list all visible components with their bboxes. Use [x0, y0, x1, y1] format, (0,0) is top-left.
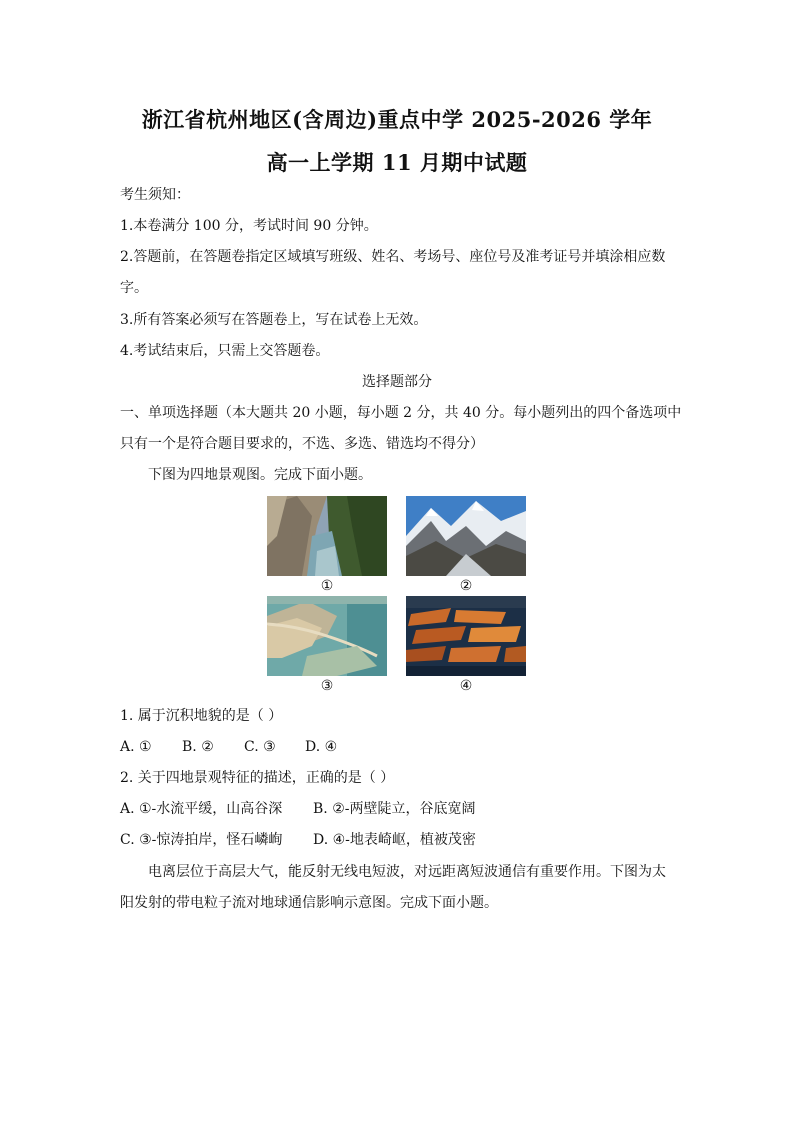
question-1-stem: 1. 属于沉积地貌的是（ ） — [120, 708, 283, 724]
canyon-photo — [267, 496, 387, 576]
part1-instruction-line1: 一、单项选择题（本大题共 20 小题，每小题 2 分，共 40 分。每小题列出的四个备选项中 — [120, 405, 682, 421]
section-heading: 选择题部分 — [362, 374, 432, 390]
exam-title-line2: 高一上学期 11 月期中试题 — [266, 150, 528, 175]
photo-label-1: ① — [320, 578, 334, 594]
notice-item-4: 4.考试结束后，只需上交答题卷。 — [120, 343, 330, 359]
question-1-option-a: A. ① — [120, 739, 152, 755]
figure-intro: 下图为四地景观图。完成下面小题。 — [148, 467, 372, 483]
question-2-option-b: B. ②-两壁陡立，谷底宽阔 — [313, 801, 476, 817]
question-2-stem: 2. 关于四地景观特征的描述，正确的是（ ） — [120, 770, 395, 786]
red-rock-photo — [406, 596, 526, 676]
question-1-option-d: D. ④ — [305, 739, 338, 755]
question-1-option-c: C. ③ — [244, 739, 276, 755]
passage-line-1: 电离层位于高层大气，能反射无线电短波，对远距离短波通信有重要作用。下图为太 — [148, 864, 666, 880]
notice-item-1: 1.本卷满分 100 分，考试时间 90 分钟。 — [120, 218, 378, 234]
part1-instruction-line2: 只有一个是符合题目要求的，不选、多选、错选均不得分） — [120, 436, 484, 452]
notice-item-2-line1: 2.答题前，在答题卷指定区域填写班级、姓名、考场号、座位号及准考证号并填涂相应数 — [120, 249, 666, 265]
exam-title-line1: 浙江省杭州地区(含周边)重点中学 2025-2026 学年 — [141, 107, 653, 132]
photo-label-2: ② — [459, 578, 473, 594]
notice-item-2-line2: 字。 — [120, 280, 148, 296]
passage-line-2: 阳发射的带电粒子流对地球通信影响示意图。完成下面小题。 — [120, 895, 498, 911]
question-2-option-d: D. ④-地表崎岖，植被茂密 — [313, 832, 476, 848]
photo-label-4: ④ — [459, 678, 473, 694]
question-2-option-a: A. ①-水流平缓，山高谷深 — [120, 801, 283, 817]
estuary-photo — [267, 596, 387, 676]
question-1-option-b: B. ② — [182, 739, 214, 755]
snow-mountain-photo — [406, 496, 526, 576]
notice-heading: 考生须知： — [120, 187, 190, 203]
notice-item-3: 3.所有答案必须写在答题卷上，写在试卷上无效。 — [120, 312, 428, 328]
question-2-option-c: C. ③-惊涛拍岸，怪石嶙峋 — [120, 832, 283, 848]
photo-label-3: ③ — [320, 678, 334, 694]
